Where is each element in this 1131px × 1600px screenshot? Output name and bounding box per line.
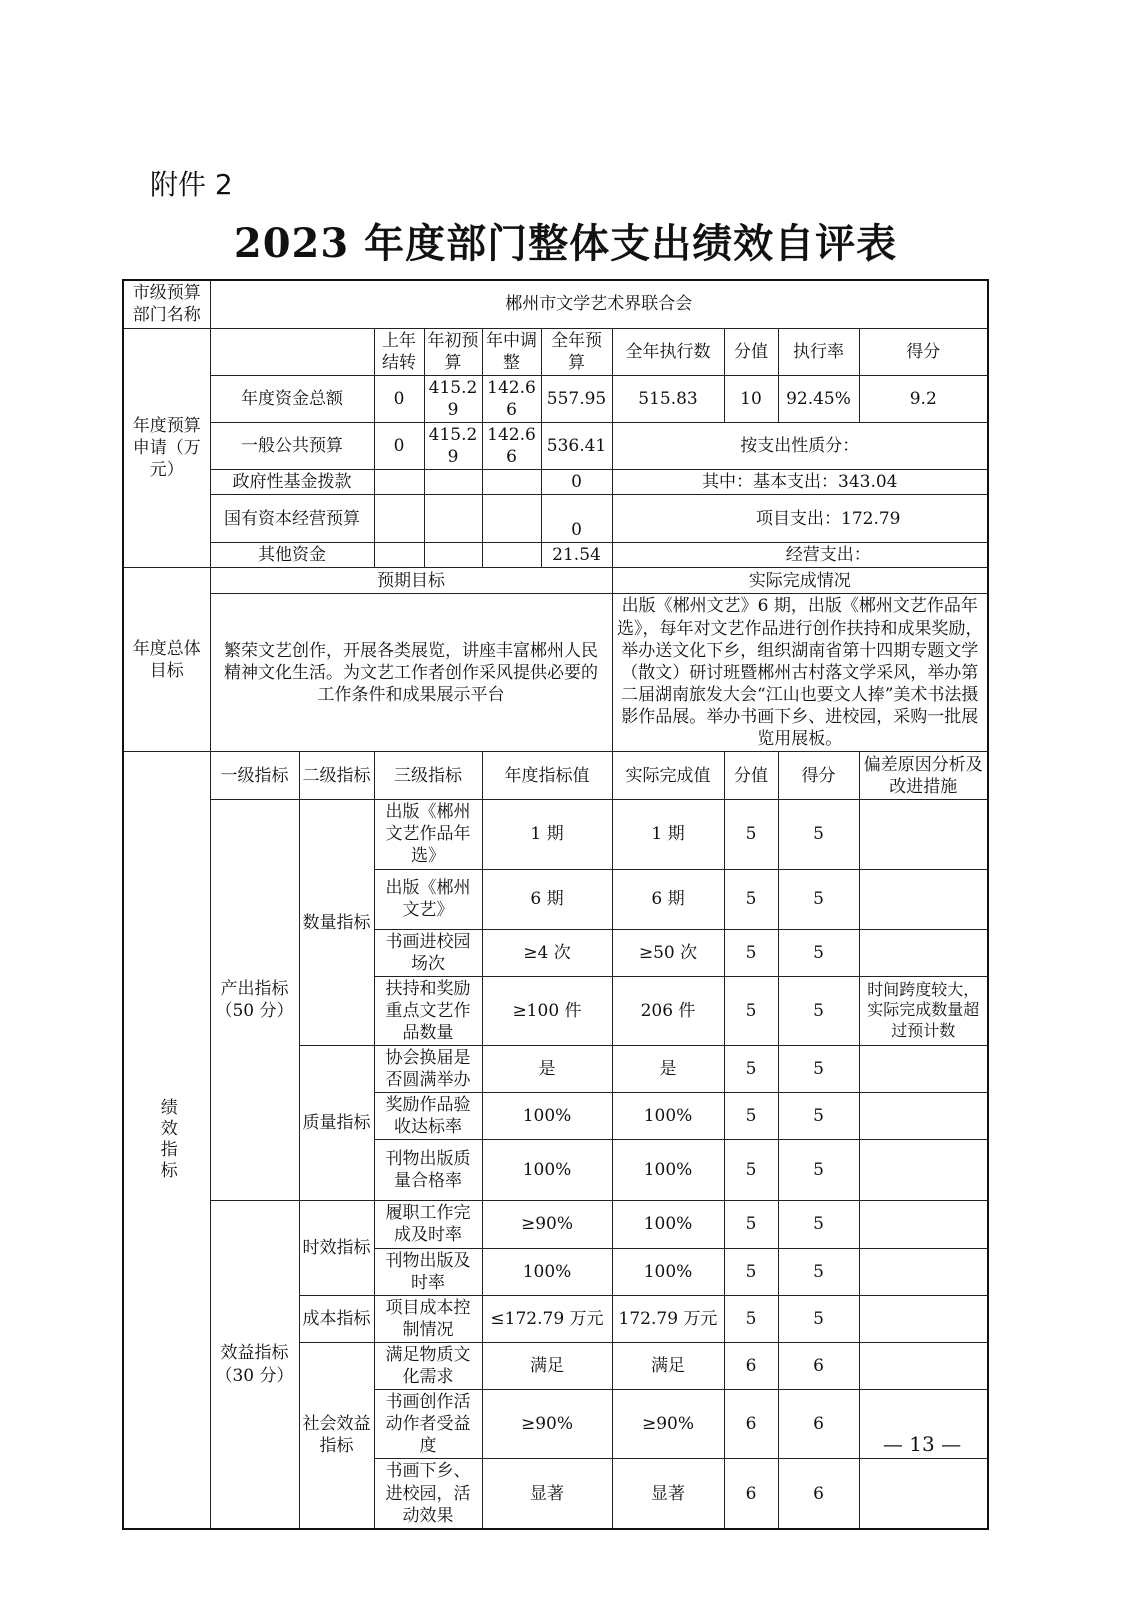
indicator-value: 5 [724, 976, 778, 1045]
public-adjust: 142.66 [482, 422, 541, 469]
indicator-target: ≥100 件 [482, 976, 612, 1045]
indicator-score: 5 [778, 976, 859, 1045]
indicator-target: ≥4 次 [482, 929, 612, 976]
indicator-score: 5 [778, 1140, 859, 1201]
budget-section-label: 年度预算申请（万元） [123, 328, 210, 568]
indicator-note [859, 1342, 988, 1389]
total-score-value: 10 [724, 375, 778, 422]
header-adjust: 年中调整 [482, 328, 541, 375]
indicator-note [859, 1093, 988, 1140]
dept-row [123, 280, 988, 328]
indicator-actual: 100% [612, 1093, 724, 1140]
header-score-value: 分值 [724, 328, 778, 375]
other-label: 其他资金 [210, 543, 374, 568]
page-title: 2023 年度部门整体支出绩效自评表 [233, 220, 898, 267]
budget-other-row [123, 543, 988, 568]
total-carry: 0 [374, 375, 424, 422]
indicator-value: 5 [724, 1295, 778, 1342]
public-initial: 415.29 [424, 422, 482, 469]
indicator-target: 满足 [482, 1342, 612, 1389]
indicator-name: 满足物质文化需求 [374, 1342, 482, 1389]
indicator-note [859, 1046, 988, 1093]
attachment-label: 附件 2 [150, 168, 233, 201]
indicator-name: 出版《郴州文艺》 [374, 869, 482, 929]
indicator-note [859, 1201, 988, 1248]
indicator-target: 6 期 [482, 869, 612, 929]
page-number: — 13 — [882, 1432, 962, 1456]
goals-header-row [123, 568, 988, 594]
header-carry: 上年结转 [374, 328, 424, 375]
header-executed: 全年执行数 [612, 328, 724, 375]
public-full: 536.41 [541, 422, 612, 469]
other-full: 21.54 [541, 543, 612, 568]
table-row [123, 800, 988, 869]
indicator-score: 6 [778, 1390, 859, 1459]
indicator-note [859, 929, 988, 976]
indicator-score: 5 [778, 1248, 859, 1295]
indicator-target: ≥90% [482, 1201, 612, 1248]
indicator-value: 5 [724, 1248, 778, 1295]
indicator-note [859, 800, 988, 869]
indicator-note [859, 869, 988, 929]
expected-goal-text: 繁荣文艺创作，开展各类展览，讲座丰富郴州人民精神文化生活。为文艺工作者创作采风提供必要的工作条件和成果展示平台 [210, 594, 612, 752]
indicator-target: 100% [482, 1140, 612, 1201]
budget-header-row [123, 328, 988, 375]
header-actual: 实际完成值 [612, 752, 724, 800]
indicator-name: 协会换届是否圆满举办 [374, 1046, 482, 1093]
budget-header-blank [210, 328, 374, 375]
indicator-actual: 172.79 万元 [612, 1295, 724, 1342]
goals-content-row [123, 594, 988, 752]
budget-state-capital-row [123, 495, 988, 543]
indicator-value: 5 [724, 1140, 778, 1201]
indicator-note [859, 1295, 988, 1342]
gov-fund-label: 政府性基金拨款 [210, 470, 374, 495]
other-note: 经营支出： [612, 543, 988, 568]
indicator-score: 5 [778, 929, 859, 976]
header-level2: 二级指标 [299, 752, 374, 800]
cost-indicator-label: 成本指标 [299, 1295, 374, 1342]
quality-indicator-label: 质量指标 [299, 1046, 374, 1201]
output-indicator-label: 产出指标（50 分） [210, 800, 299, 1201]
quantity-indicator-label: 数量指标 [299, 800, 374, 1046]
indicator-actual: 100% [612, 1248, 724, 1295]
header-rate: 执行率 [778, 328, 859, 375]
header-target: 年度指标值 [482, 752, 612, 800]
indicator-score: 6 [778, 1459, 859, 1529]
indicator-note [859, 1248, 988, 1295]
gov-fund-note: 其中：基本支出：343.04 [612, 470, 988, 495]
indicator-value: 5 [724, 1201, 778, 1248]
table-row [123, 1201, 988, 1248]
indicator-name: 刊物出版及时率 [374, 1248, 482, 1295]
dept-name: 郴州市文学艺术界联合会 [210, 280, 988, 328]
header-level1: 一级指标 [210, 752, 299, 800]
indicator-actual: 6 期 [612, 869, 724, 929]
state-capital-label: 国有资本经营预算 [210, 495, 374, 543]
indicator-name: 刊物出版质量合格率 [374, 1140, 482, 1201]
indicator-score: 5 [778, 1046, 859, 1093]
indicator-value: 6 [724, 1390, 778, 1459]
indicator-actual: 1 期 [612, 800, 724, 869]
indicator-actual: 是 [612, 1046, 724, 1093]
total-adjust: 142.66 [482, 375, 541, 422]
dept-label: 市级预算部门名称 [123, 280, 210, 328]
expected-header: 预期目标 [210, 568, 612, 594]
social-benefit-indicator-label: 社会效益指标 [299, 1342, 374, 1528]
indicators-label: 绩效指标 [123, 752, 210, 1529]
indicator-value: 5 [724, 800, 778, 869]
indicator-score: 5 [778, 1295, 859, 1342]
indicator-value: 5 [724, 869, 778, 929]
indicator-actual: 满足 [612, 1342, 724, 1389]
indicator-target: 1 期 [482, 800, 612, 869]
gov-fund-full: 0 [541, 470, 612, 495]
indicator-note: 时间跨度较大，实际完成数量超过预计数 [859, 976, 988, 1045]
total-executed: 515.83 [612, 375, 724, 422]
state-capital-full: 0 [541, 495, 612, 543]
indicator-target: 显著 [482, 1459, 612, 1529]
indicator-actual: 100% [612, 1201, 724, 1248]
indicator-name: 项目成本控制情况 [374, 1295, 482, 1342]
indicator-name: 奖励作品验收达标率 [374, 1093, 482, 1140]
indicator-value: 5 [724, 929, 778, 976]
total-initial: 415.29 [424, 375, 482, 422]
actual-header: 实际完成情况 [612, 568, 988, 594]
header-ind-score-value: 分值 [724, 752, 778, 800]
indicator-score: 6 [778, 1342, 859, 1389]
budget-total-row [123, 375, 988, 422]
indicator-name: 扶持和奖励重点文艺作品数量 [374, 976, 482, 1045]
total-full: 557.95 [541, 375, 612, 422]
budget-public-row [123, 422, 988, 469]
indicator-header-row [123, 752, 988, 800]
total-rate: 92.45% [778, 375, 859, 422]
performance-table [122, 279, 989, 1530]
header-ind-score: 得分 [778, 752, 859, 800]
goals-label: 年度总体目标 [123, 568, 210, 752]
timeliness-indicator-label: 时效指标 [299, 1201, 374, 1295]
indicator-name: 书画进校园场次 [374, 929, 482, 976]
indicator-name: 书画创作活动作者受益度 [374, 1390, 482, 1459]
public-note: 按支出性质分： [612, 422, 988, 469]
header-full: 全年预算 [541, 328, 612, 375]
indicator-target: 100% [482, 1248, 612, 1295]
indicator-actual: 显著 [612, 1459, 724, 1529]
indicator-actual: 206 件 [612, 976, 724, 1045]
header-deviation: 偏差原因分析及改进措施 [859, 752, 988, 800]
public-carry: 0 [374, 422, 424, 469]
indicator-value: 6 [724, 1459, 778, 1529]
budget-gov-fund-row [123, 470, 988, 495]
benefit-indicator-label: 效益指标（30 分） [210, 1201, 299, 1529]
indicator-actual: ≥50 次 [612, 929, 724, 976]
indicator-score: 5 [778, 1093, 859, 1140]
total-score: 9.2 [859, 375, 988, 422]
indicator-name: 履职工作完成及时率 [374, 1201, 482, 1248]
indicator-name: 书画下乡、进校园，活动效果 [374, 1459, 482, 1529]
indicator-target: ≥90% [482, 1390, 612, 1459]
indicator-name: 出版《郴州文艺作品年选》 [374, 800, 482, 869]
total-label: 年度资金总额 [210, 375, 374, 422]
public-label: 一般公共预算 [210, 422, 374, 469]
header-level3: 三级指标 [374, 752, 482, 800]
indicator-score: 5 [778, 1201, 859, 1248]
indicator-target: 是 [482, 1046, 612, 1093]
indicator-actual: 100% [612, 1140, 724, 1201]
indicator-target: 100% [482, 1093, 612, 1140]
indicator-value: 5 [724, 1046, 778, 1093]
indicator-actual: ≥90% [612, 1390, 724, 1459]
indicator-value: 5 [724, 1093, 778, 1140]
header-initial: 年初预算 [424, 328, 482, 375]
indicator-score: 5 [778, 800, 859, 869]
indicator-score: 5 [778, 869, 859, 929]
state-capital-note: 项目支出：172.79 [612, 495, 988, 543]
indicator-value: 6 [724, 1342, 778, 1389]
header-score: 得分 [859, 328, 988, 375]
indicator-note [859, 1459, 988, 1529]
indicator-note [859, 1140, 988, 1201]
actual-goal-text: 出版《郴州文艺》6 期，出版《郴州文艺作品年选》，每年对文艺作品进行创作扶持和成果奖励，举办送文化下乡，组织湖南省第十四期专题文学（散文）研讨班暨郴州古村落文学采风，举办第二届湖南旅发大会“江山也要文人捧”美术书法摄影作品展。举办书画下乡、进校园，采购一批展览用展板。 [612, 594, 988, 752]
indicator-target: ≤172.79 万元 [482, 1295, 612, 1342]
